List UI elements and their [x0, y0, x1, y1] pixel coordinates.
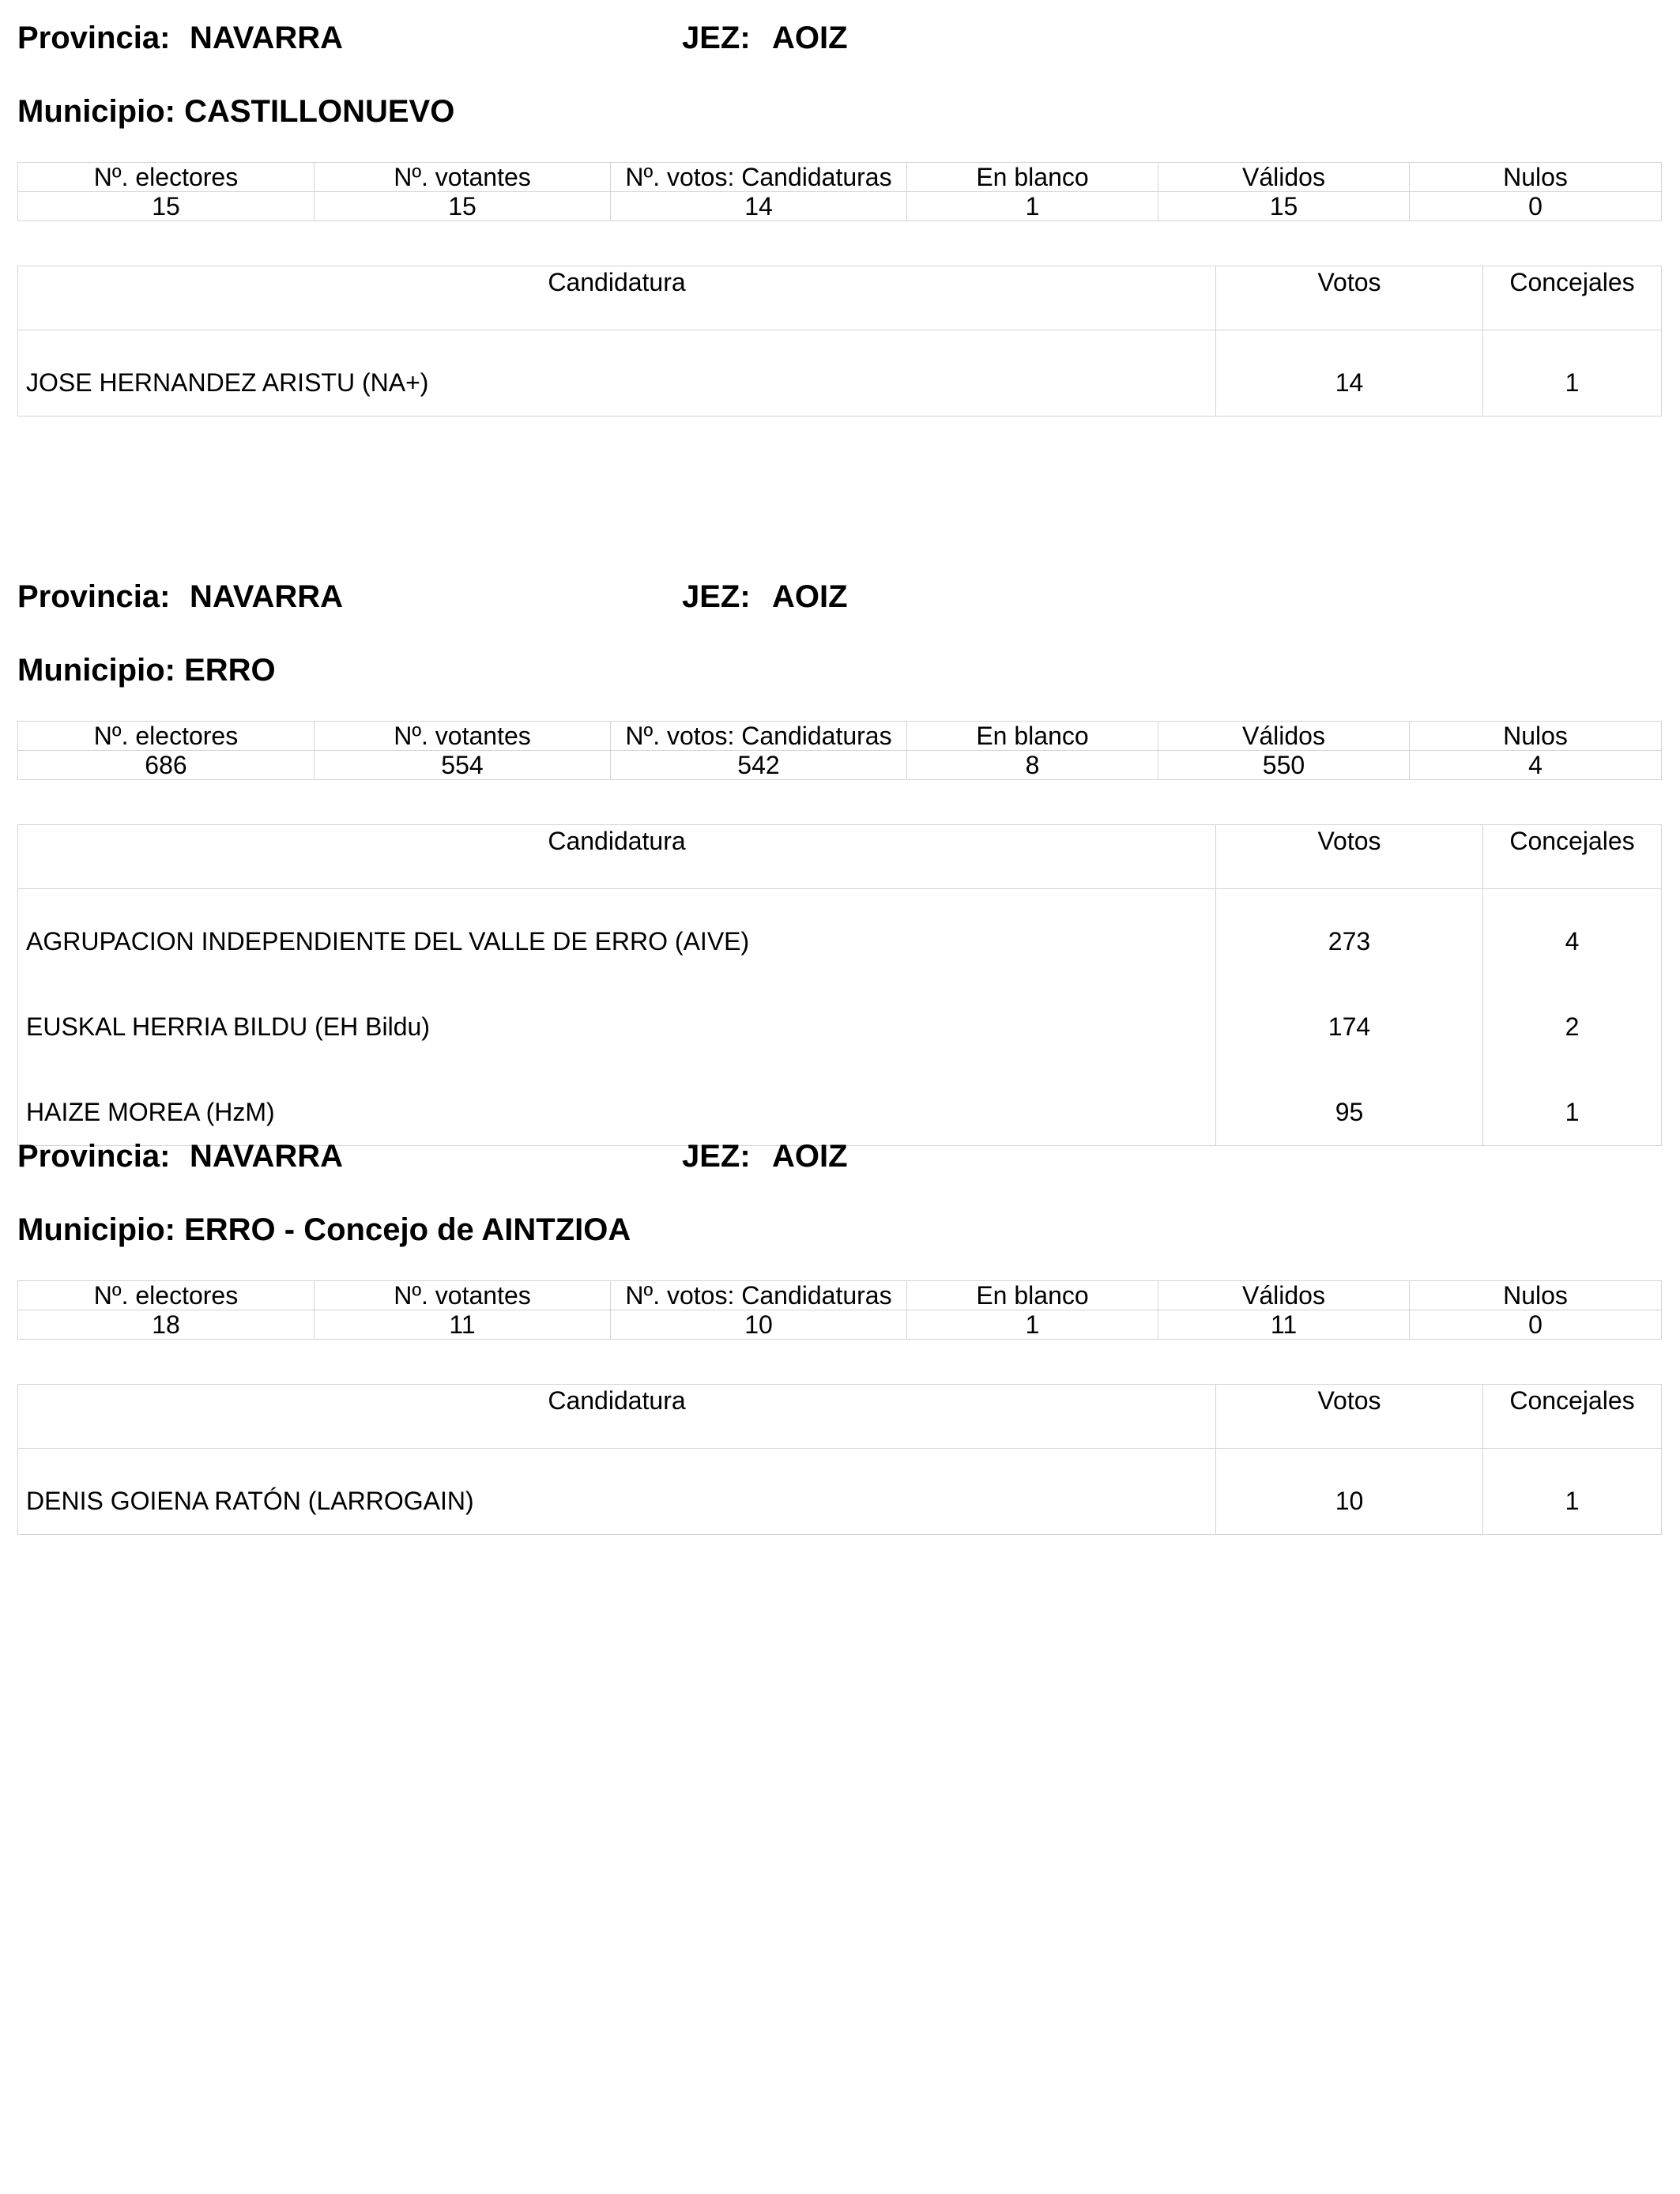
province-header — [17, 18, 1661, 58]
header-nulos: Nulos — [1410, 1281, 1662, 1310]
candidate-row — [18, 1449, 1662, 1535]
header-en-blanco: En blanco — [907, 163, 1158, 192]
province-header — [17, 577, 1661, 616]
header-votantes: Nº. votantes — [315, 722, 611, 751]
province-value: NAVARRA — [190, 1139, 344, 1174]
value-votos-candidaturas: 10 — [611, 1310, 907, 1340]
value-validos: 550 — [1158, 751, 1410, 780]
header-electores: Nº. electores — [18, 1281, 315, 1310]
value-votos-candidaturas: 14 — [611, 192, 907, 221]
candidates-table — [17, 266, 1662, 417]
summary-table — [17, 1280, 1662, 1340]
candidate-concejales: 4 — [1483, 889, 1662, 975]
header-electores: Nº. electores — [18, 722, 315, 751]
municipality-section-castillonuevo — [17, 18, 1661, 398]
header-votantes: Nº. votantes — [315, 163, 611, 192]
header-nulos: Nulos — [1410, 163, 1662, 192]
value-nulos: 4 — [1410, 751, 1662, 780]
municipality-section-erro-aintzioa — [17, 1137, 1661, 1516]
value-votantes: 11 — [315, 1310, 611, 1340]
municipality-value: CASTILLONUEVO — [184, 94, 455, 129]
header-votos-candidaturas: Nº. votos: Candidaturas — [611, 1281, 907, 1310]
value-electores: 686 — [18, 751, 315, 780]
header-votos-candidaturas: Nº. votos: Candidaturas — [611, 722, 907, 751]
candidate-concejales: 1 — [1483, 1449, 1662, 1535]
jez-label: JEZ: — [682, 579, 751, 614]
candidates-table — [17, 1384, 1662, 1535]
header-votos: Votos — [1216, 1385, 1483, 1449]
header-validos: Válidos — [1158, 722, 1410, 751]
province-label: Provincia: — [17, 1139, 171, 1174]
candidate-votos: 14 — [1216, 330, 1483, 417]
jez-value: AOIZ — [772, 579, 848, 614]
candidates-header-row — [18, 1385, 1662, 1449]
candidate-concejales: 2 — [1483, 974, 1662, 1060]
header-validos: Válidos — [1158, 1281, 1410, 1310]
jez-label: JEZ: — [682, 1139, 751, 1174]
candidate-row — [18, 330, 1662, 417]
header-concejales: Concejales — [1483, 266, 1662, 330]
value-en-blanco: 8 — [907, 751, 1158, 780]
municipality-label: Municipio: — [17, 653, 175, 688]
candidates-header-row — [18, 266, 1662, 330]
value-validos: 11 — [1158, 1310, 1410, 1340]
summary-table — [17, 162, 1662, 221]
candidate-name: EUSKAL HERRIA BILDU (EH Bildu) — [18, 974, 1216, 1060]
value-votantes: 15 — [315, 192, 611, 221]
candidate-votos: 10 — [1216, 1449, 1483, 1535]
header-votos: Votos — [1216, 266, 1483, 330]
candidate-row — [18, 1060, 1662, 1146]
province-label: Provincia: — [17, 21, 171, 55]
candidate-name: JOSE HERNANDEZ ARISTU (NA+) — [18, 330, 1216, 417]
jez-label: JEZ: — [682, 21, 751, 55]
summary-value-row — [18, 751, 1662, 780]
value-electores: 15 — [18, 192, 315, 221]
summary-table — [17, 721, 1662, 780]
header-concejales: Concejales — [1483, 825, 1662, 889]
municipality-label: Municipio: — [17, 94, 175, 129]
candidate-name: DENIS GOIENA RATÓN (LARROGAIN) — [18, 1449, 1216, 1535]
header-concejales: Concejales — [1483, 1385, 1662, 1449]
header-en-blanco: En blanco — [907, 722, 1158, 751]
municipality-label: Municipio: — [17, 1212, 175, 1247]
candidates-header-row — [18, 825, 1662, 889]
candidate-name: AGRUPACION INDEPENDIENTE DEL VALLE DE ERRO (AIVE) — [18, 889, 1216, 975]
header-votos: Votos — [1216, 825, 1483, 889]
candidate-concejales: 1 — [1483, 330, 1662, 417]
candidate-row — [18, 974, 1662, 1060]
value-validos: 15 — [1158, 192, 1410, 221]
header-validos: Válidos — [1158, 163, 1410, 192]
header-nulos: Nulos — [1410, 722, 1662, 751]
header-candidatura: Candidatura — [18, 825, 1216, 889]
province-header — [17, 1137, 1661, 1176]
value-electores: 18 — [18, 1310, 315, 1340]
candidates-table — [17, 824, 1662, 1146]
jez-value: AOIZ — [772, 21, 848, 55]
jez-value: AOIZ — [772, 1139, 848, 1174]
municipality-title — [17, 92, 454, 131]
candidate-votos: 273 — [1216, 889, 1483, 975]
province-value: NAVARRA — [190, 21, 344, 55]
header-candidatura: Candidatura — [18, 1385, 1216, 1449]
summary-header-row — [18, 722, 1662, 751]
municipality-title — [17, 650, 276, 690]
municipality-section-erro — [17, 577, 1661, 1126]
summary-header-row — [18, 1281, 1662, 1310]
header-electores: Nº. electores — [18, 163, 315, 192]
summary-value-row — [18, 192, 1662, 221]
header-candidatura: Candidatura — [18, 266, 1216, 330]
header-votos-candidaturas: Nº. votos: Candidaturas — [611, 163, 907, 192]
summary-header-row — [18, 163, 1662, 192]
value-en-blanco: 1 — [907, 1310, 1158, 1340]
candidate-votos: 95 — [1216, 1060, 1483, 1146]
value-nulos: 0 — [1410, 192, 1662, 221]
municipality-value: ERRO - Concejo de AINTZIOA — [184, 1212, 631, 1247]
header-votantes: Nº. votantes — [315, 1281, 611, 1310]
municipality-title — [17, 1210, 631, 1250]
header-en-blanco: En blanco — [907, 1281, 1158, 1310]
candidate-concejales: 1 — [1483, 1060, 1662, 1146]
candidate-votos: 174 — [1216, 974, 1483, 1060]
value-en-blanco: 1 — [907, 192, 1158, 221]
summary-value-row — [18, 1310, 1662, 1340]
value-votos-candidaturas: 542 — [611, 751, 907, 780]
candidate-row — [18, 889, 1662, 975]
municipality-value: ERRO — [184, 653, 276, 688]
province-label: Provincia: — [17, 579, 171, 614]
province-value: NAVARRA — [190, 579, 344, 614]
value-votantes: 554 — [315, 751, 611, 780]
candidate-name: HAIZE MOREA (HzM) — [18, 1060, 1216, 1146]
value-nulos: 0 — [1410, 1310, 1662, 1340]
